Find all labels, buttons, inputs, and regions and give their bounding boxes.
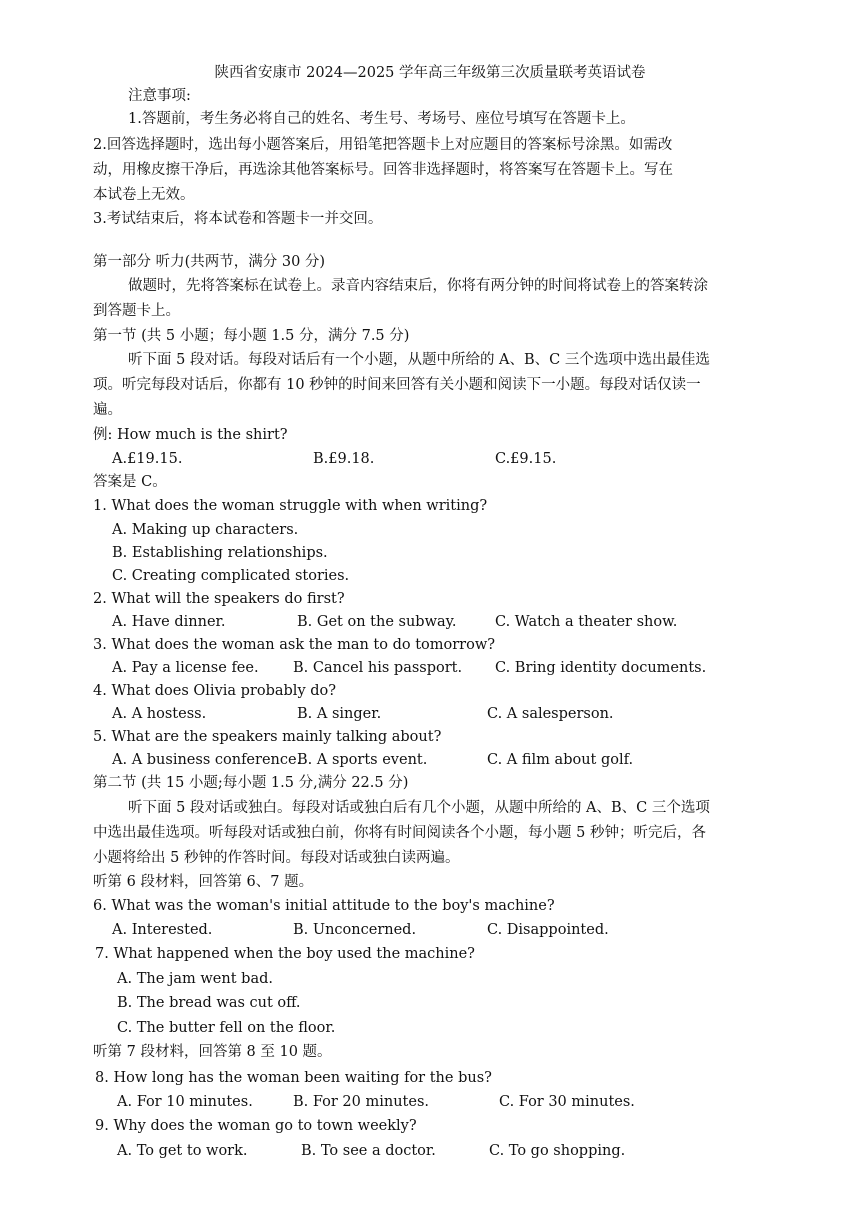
section2-intro-a: 听下面 5 段对话或独白。每段对话或独白后有几个小题，从题中所给的 A、B、C 三个选项 [128,800,710,816]
section1-intro-a: 听下面 5 段对话。每段对话后有一个小题，从题中所给的 A、B、C 三个选项中选出最佳选 [128,352,710,368]
notice-heading: 注意事项: [128,88,191,104]
q8-option-c: C. For 30 minutes. [499,1094,635,1110]
section2-heading: 第二节 (共 15 小题;每小题 1.5 分,满分 22.5 分) [93,775,409,791]
notice-line-3: 3.考试结束后，将本试卷和答题卡一并交回。 [93,211,383,227]
q6-option-c: C. Disappointed. [487,922,609,938]
section1-intro-c: 遍。 [93,402,122,418]
part1-heading: 第一部分 听力(共两节，满分 30 分) [93,254,326,270]
q7-option-a: A. The jam went bad. [117,971,273,987]
notice-line-2b: 动，用橡皮擦干净后，再选涂其他答案标号。回答非选择题时，将答案写在答题卡上。写在 [93,162,673,178]
question-4: 4. What does Olivia probably do? [93,683,337,699]
q9-option-b: B. To see a doctor. [301,1143,436,1159]
q2-option-a: A. Have dinner. [112,614,226,630]
part1-intro-a: 做题时，先将答案标在试卷上。录音内容结束后，你将有两分钟的时间将试卷上的答案转涂 [128,278,708,294]
q4-option-a: A. A hostess. [112,706,207,722]
section2-intro-b: 中选出最佳选项。听每段对话或独白前，你将有时间阅读各个小题，每小题 5 秒钟；听完后，各 [93,825,706,841]
question-8: 8. How long has the woman been waiting for the bus? [95,1070,492,1086]
q1-option-b: B. Establishing relationships. [112,545,328,561]
question-5: 5. What are the speakers mainly talking about? [93,729,442,745]
example-answer: 答案是 C。 [93,474,167,490]
q4-option-c: C. A salesperson. [487,706,614,722]
q4-option-b: B. A singer. [297,706,382,722]
example-question: 例: How much is the shirt? [93,427,288,443]
q9-option-c: C. To go shopping. [489,1143,626,1159]
q6-option-a: A. Interested. [112,922,213,938]
q3-option-b: B. Cancel his passport. [293,660,463,676]
notice-line-1: 1.答题前，考生务必将自己的姓名、考生号、考场号、座位号填写在答题卡上。 [128,111,635,127]
q2-option-c: C. Watch a theater show. [495,614,678,630]
section1-intro-b: 项。听完每段对话后，你都有 10 秒钟的时间来回答有关小题和阅读下一小题。每段对话仅读一 [93,377,701,393]
q5-option-a: A. A business conference. [112,752,302,768]
section2-intro-c: 小题将给出 5 秒钟的作答时间。每段对话或独白读两遍。 [93,850,460,866]
notice-line-2a: 2.回答选择题时，选出每小题答案后，用铅笔把答题卡上对应题目的答案标号涂黑。如需改 [93,137,673,153]
question-3: 3. What does the woman ask the man to do tomorrow? [93,637,496,653]
q1-option-c: C. Creating complicated stories. [112,568,350,584]
q5-option-c: C. A film about golf. [487,752,634,768]
part1-intro-b: 到答题卡上。 [93,303,180,319]
page-title: 陕西省安康市 2024—2025 学年高三年级第三次质量联考英语试卷 [214,65,646,81]
q9-option-a: A. To get to work. [117,1143,248,1159]
q6-option-b: B. Unconcerned. [293,922,417,938]
q3-option-a: A. Pay a license fee. [112,660,259,676]
example-option-c: C.£9.15. [495,451,557,467]
notice-line-2c: 本试卷上无效。 [93,187,195,203]
question-9: 9. Why does the woman go to town weekly? [95,1118,417,1134]
material-7-instruction: 听第 7 段材料，回答第 8 至 10 题。 [93,1044,332,1060]
q2-option-b: B. Get on the subway. [297,614,457,630]
q3-option-c: C. Bring identity documents. [495,660,707,676]
q7-option-c: C. The butter fell on the floor. [117,1020,336,1036]
question-7: 7. What happened when the boy used the machine? [95,946,475,962]
question-1: 1. What does the woman struggle with when writing? [93,498,488,514]
section1-heading: 第一节 (共 5 小题；每小题 1.5 分，满分 7.5 分) [93,328,410,344]
q5-option-b: B. A sports event. [297,752,428,768]
example-option-a: A.£19.15. [112,451,183,467]
q1-option-a: A. Making up characters. [112,522,299,538]
example-option-b: B.£9.18. [313,451,375,467]
q7-option-b: B. The bread was cut off. [117,995,301,1011]
question-2: 2. What will the speakers do first? [93,591,345,607]
q8-option-a: A. For 10 minutes. [117,1094,253,1110]
q8-option-b: B. For 20 minutes. [293,1094,429,1110]
material-6-instruction: 听第 6 段材料，回答第 6、7 题。 [93,874,314,890]
question-6: 6. What was the woman's initial attitude to the boy's machine? [93,898,555,914]
